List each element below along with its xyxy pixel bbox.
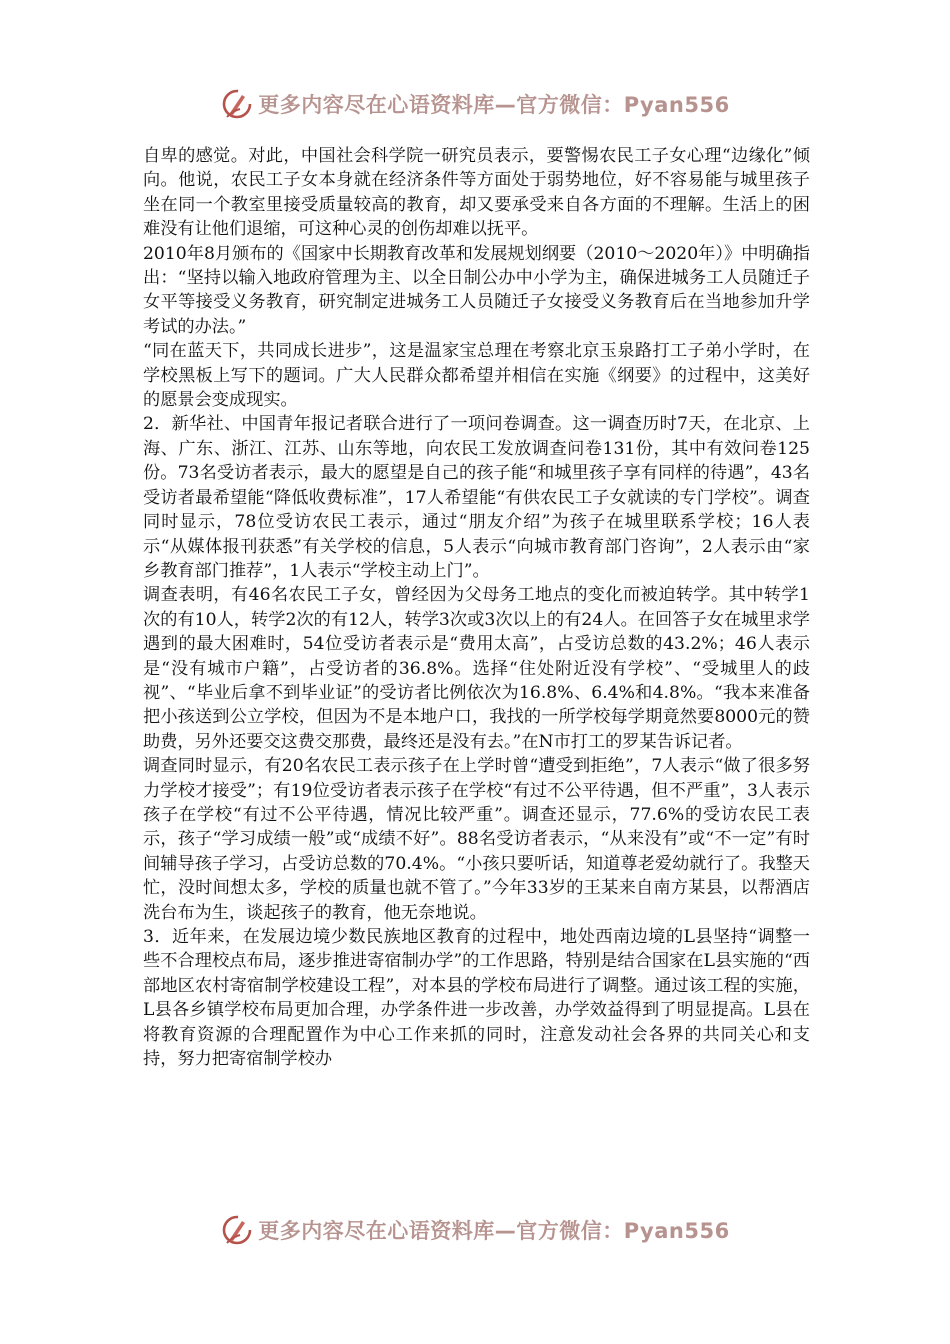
paragraph: 2．新华社、中国青年报记者联合进行了一项问卷调查。这一调查历时7天，在北京、上海、广东、浙江、江苏、山东等地，向农民工发放调查问卷131份，其中有效问卷125份。73名受访者表示，最大的愿望是自己的孩子能“和城里孩子享有同样的待遇”，43名受访者最希望能“降低收费标准”，17人希望能“有供农民工子女就读的专门学校”。调查同时显示，78位受访农民工表示，通过“朋友介绍”为孩子在城里联系学校；16人表示“从媒体报刊获悉”有关学校的信息，5人表示“向城市教育部门咨询”，2人表示由“家乡教育部门推荐”，1人表示“学校主动上门”。 xyxy=(143,414,810,581)
paragraph: 调查同时显示，有20名农民工表示孩子在上学时曾“遭受到拒绝”，7人表示“做了很多努力学校才接受”；有19位受访者表示孩子在学校“有过不公平待遇，但不严重”，3人表示孩子在学校“有过不公平待遇，情况比较严重”。调查还显示，77.6%的受访农民工表示，孩子“学习成绩一般”或“成绩不好”。88名受访者表示，“从来没有”或“不一定”有时间辅导孩子学习，占受访总数的70.4%。“小孩只要听话，知道尊老爱幼就行了。我整天忙，没时间想太多，学校的质量也就不管了。”今年33岁的王某来自南方某县，以帮酒店洗台布为生，谈起孩子的教育，他无奈地说。 xyxy=(143,756,810,923)
paragraph: 调查表明，有46名农民工子女，曾经因为父母务工地点的变化而被迫转学。其中转学1次的有10人，转学2次的有12人，转学3次或3次以上的有24人。在回答子女在城里求学遇到的最大困难时，54位受访者表示是“费用太高”，占受访总数的43.2%；46人表示是“没有城市户籍”，占受访者的36.8%。选择“住处附近没有学校”、“受城里人的歧视”、“毕业后拿不到毕业证”的受访者比例依次为16.8%、6.4%和4.8%。“我本来准备把小孩送到公立学校，但因为不是本地户口，我找的一所学校每学期竟然要8000元的赞助费，另外还要交这费交那费，最终还是没有去。”在N市打工的罗某告诉记者。 xyxy=(143,585,810,752)
pen-swirl-icon xyxy=(220,1213,254,1247)
watermark-footer xyxy=(0,1208,950,1252)
watermark-text: 更多内容尽在心语资料库—官方微信：Pyan556 xyxy=(258,93,730,117)
paragraph: “同在蓝天下，共同成长进步”，这是温家宝总理在考察北京玉泉路打工子弟小学时，在学校黑板上写下的题词。广大人民群众都希望并相信在实施《纲要》的过程中，这美好的愿景会变成现实。 xyxy=(143,341,810,411)
document-body xyxy=(143,144,810,1071)
paragraph: 2010年8月颁布的《国家中长期教育改革和发展规划纲要（2010～2020年）》中明确指出：“坚持以输入地政府管理为主、以全日制公办中小学为主，确保进城务工人员随迁子女平等接受义务教育，研究制定进城务工人员随迁子女接受义务教育后在当地参加升学考试的办法。” xyxy=(143,243,810,337)
watermark-text: 更多内容尽在心语资料库—官方微信：Pyan556 xyxy=(258,1219,730,1243)
pen-swirl-icon xyxy=(220,87,254,121)
paragraph: 自卑的感觉。对此，中国社会科学院一研究员表示，要警惕农民工子女心理“边缘化”倾向。他说，农民工子女本身就在经济条件等方面处于弱势地位，好不容易能与城里孩子坐在同一个教室里接受质量较高的教育，却又要承受来自各方面的不理解。生活上的困难没有让他们退缩，可这种心灵的创伤却难以抚平。 xyxy=(143,146,810,240)
paragraph: 3．近年来，在发展边境少数民族地区教育的过程中，地处西南边境的L县坚持“调整一些不合理校点布局，逐步推进寄宿制办学”的工作思路，特别是结合国家在L县实施的“西部地区农村寄宿制学校建设工程”，对本县的学校布局进行了调整。通过该工程的实施，L县各乡镇学校布局更加合理，办学条件进一步改善，办学效益得到了明显提高。L县在将教育资源的合理配置作为中心工作来抓的同时，注意发动社会各界的共同关心和支持，努力把寄宿制学校办 xyxy=(143,927,810,1070)
watermark-header xyxy=(0,82,950,126)
